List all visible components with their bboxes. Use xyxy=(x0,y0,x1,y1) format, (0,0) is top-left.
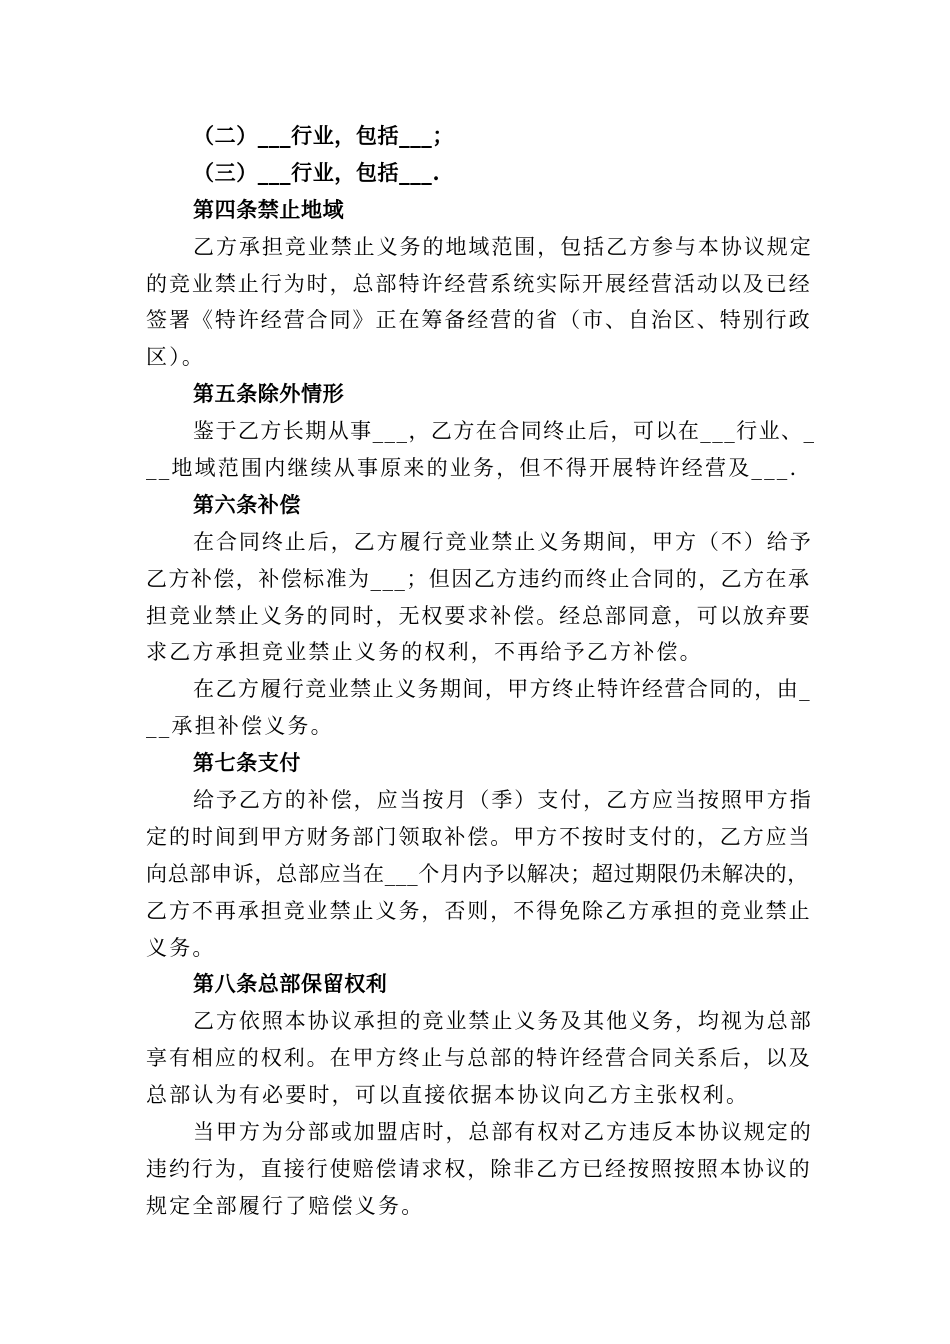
article-5-heading: 第五条除外情形 xyxy=(193,381,345,407)
paragraph-line: 当甲方为分部或加盟店时，总部有权对乙方违反本协议规定的 xyxy=(193,1120,813,1145)
paragraph-line: 享有相应的权利。在甲方终止与总部的特许经营合同关系后，以及 xyxy=(146,1046,812,1071)
paragraph-line: 总部认为有必要时，可以直接依据本协议向乙方主张权利。 xyxy=(146,1083,750,1108)
paragraph-line: 求乙方承担竞业禁止义务的权利，不再给予乙方补偿。 xyxy=(146,640,703,665)
paragraph-line: 乙方不再承担竞业禁止义务，否则，不得免除乙方承担的竞业禁止 xyxy=(146,898,812,923)
paragraph-line: 乙方承担竞业禁止义务的地域范围，包括乙方参与本协议规定 xyxy=(193,234,813,259)
article-7-heading: 第七条支付 xyxy=(193,750,301,776)
clause-item-2: （二）___行业，包括___； xyxy=(193,123,454,148)
paragraph-line: 区）。 xyxy=(146,345,206,370)
article-6-heading: 第六条补偿 xyxy=(193,491,301,517)
article-4-heading: 第四条禁止地域 xyxy=(193,196,345,222)
paragraph-line: 规定全部履行了赔偿义务。 xyxy=(146,1193,425,1218)
paragraph-line: 向总部申诉，总部应当在___个月内予以解决；超过期限仍未解决的， xyxy=(146,861,809,886)
paragraph-line: 担竞业禁止义务的同时，无权要求补偿。经总部同意，可以放弃要 xyxy=(146,603,812,628)
paragraph-line: 在合同终止后，乙方履行竞业禁止义务期间，甲方（不）给予 xyxy=(193,529,813,554)
paragraph-line: 违约行为，直接行使赔偿请求权，除非乙方已经按照按照本协议的 xyxy=(146,1156,812,1181)
paragraph-line: __承担补偿义务。 xyxy=(146,714,334,739)
document-page xyxy=(146,118,814,1225)
paragraph-line: 义务。 xyxy=(146,935,216,960)
paragraph-line: 在乙方履行竞业禁止义务期间，甲方终止特许经营合同的，由_ xyxy=(193,677,812,702)
paragraph-line: __地域范围内继续从事原来的业务，但不得开展特许经营及___. xyxy=(146,456,799,481)
paragraph-line: 给予乙方的补偿，应当按月（季）支付，乙方应当按照甲方指 xyxy=(193,788,813,813)
clause-item-3: （三）___行业，包括___. xyxy=(193,159,441,185)
paragraph-line: 乙方依照本协议承担的竞业禁止义务及其他义务，均视为总部 xyxy=(193,1009,813,1034)
paragraph-line: 鉴于乙方长期从事___，乙方在合同终止后，可以在___行业、_ xyxy=(193,419,816,444)
paragraph-line: 乙方补偿，补偿标准为___；但因乙方违约而终止合同的，乙方在承 xyxy=(146,566,811,591)
paragraph-line: 签署《特许经营合同》正在筹备经营的省（市、自治区、特别行政 xyxy=(146,308,812,333)
paragraph-line: 定的时间到甲方财务部门领取补偿。甲方不按时支付的，乙方应当 xyxy=(146,824,812,849)
article-8-heading: 第八条总部保留权利 xyxy=(193,971,388,997)
paragraph-line: 的竞业禁止行为时，总部特许经营系统实际开展经营活动以及已经 xyxy=(146,271,812,296)
